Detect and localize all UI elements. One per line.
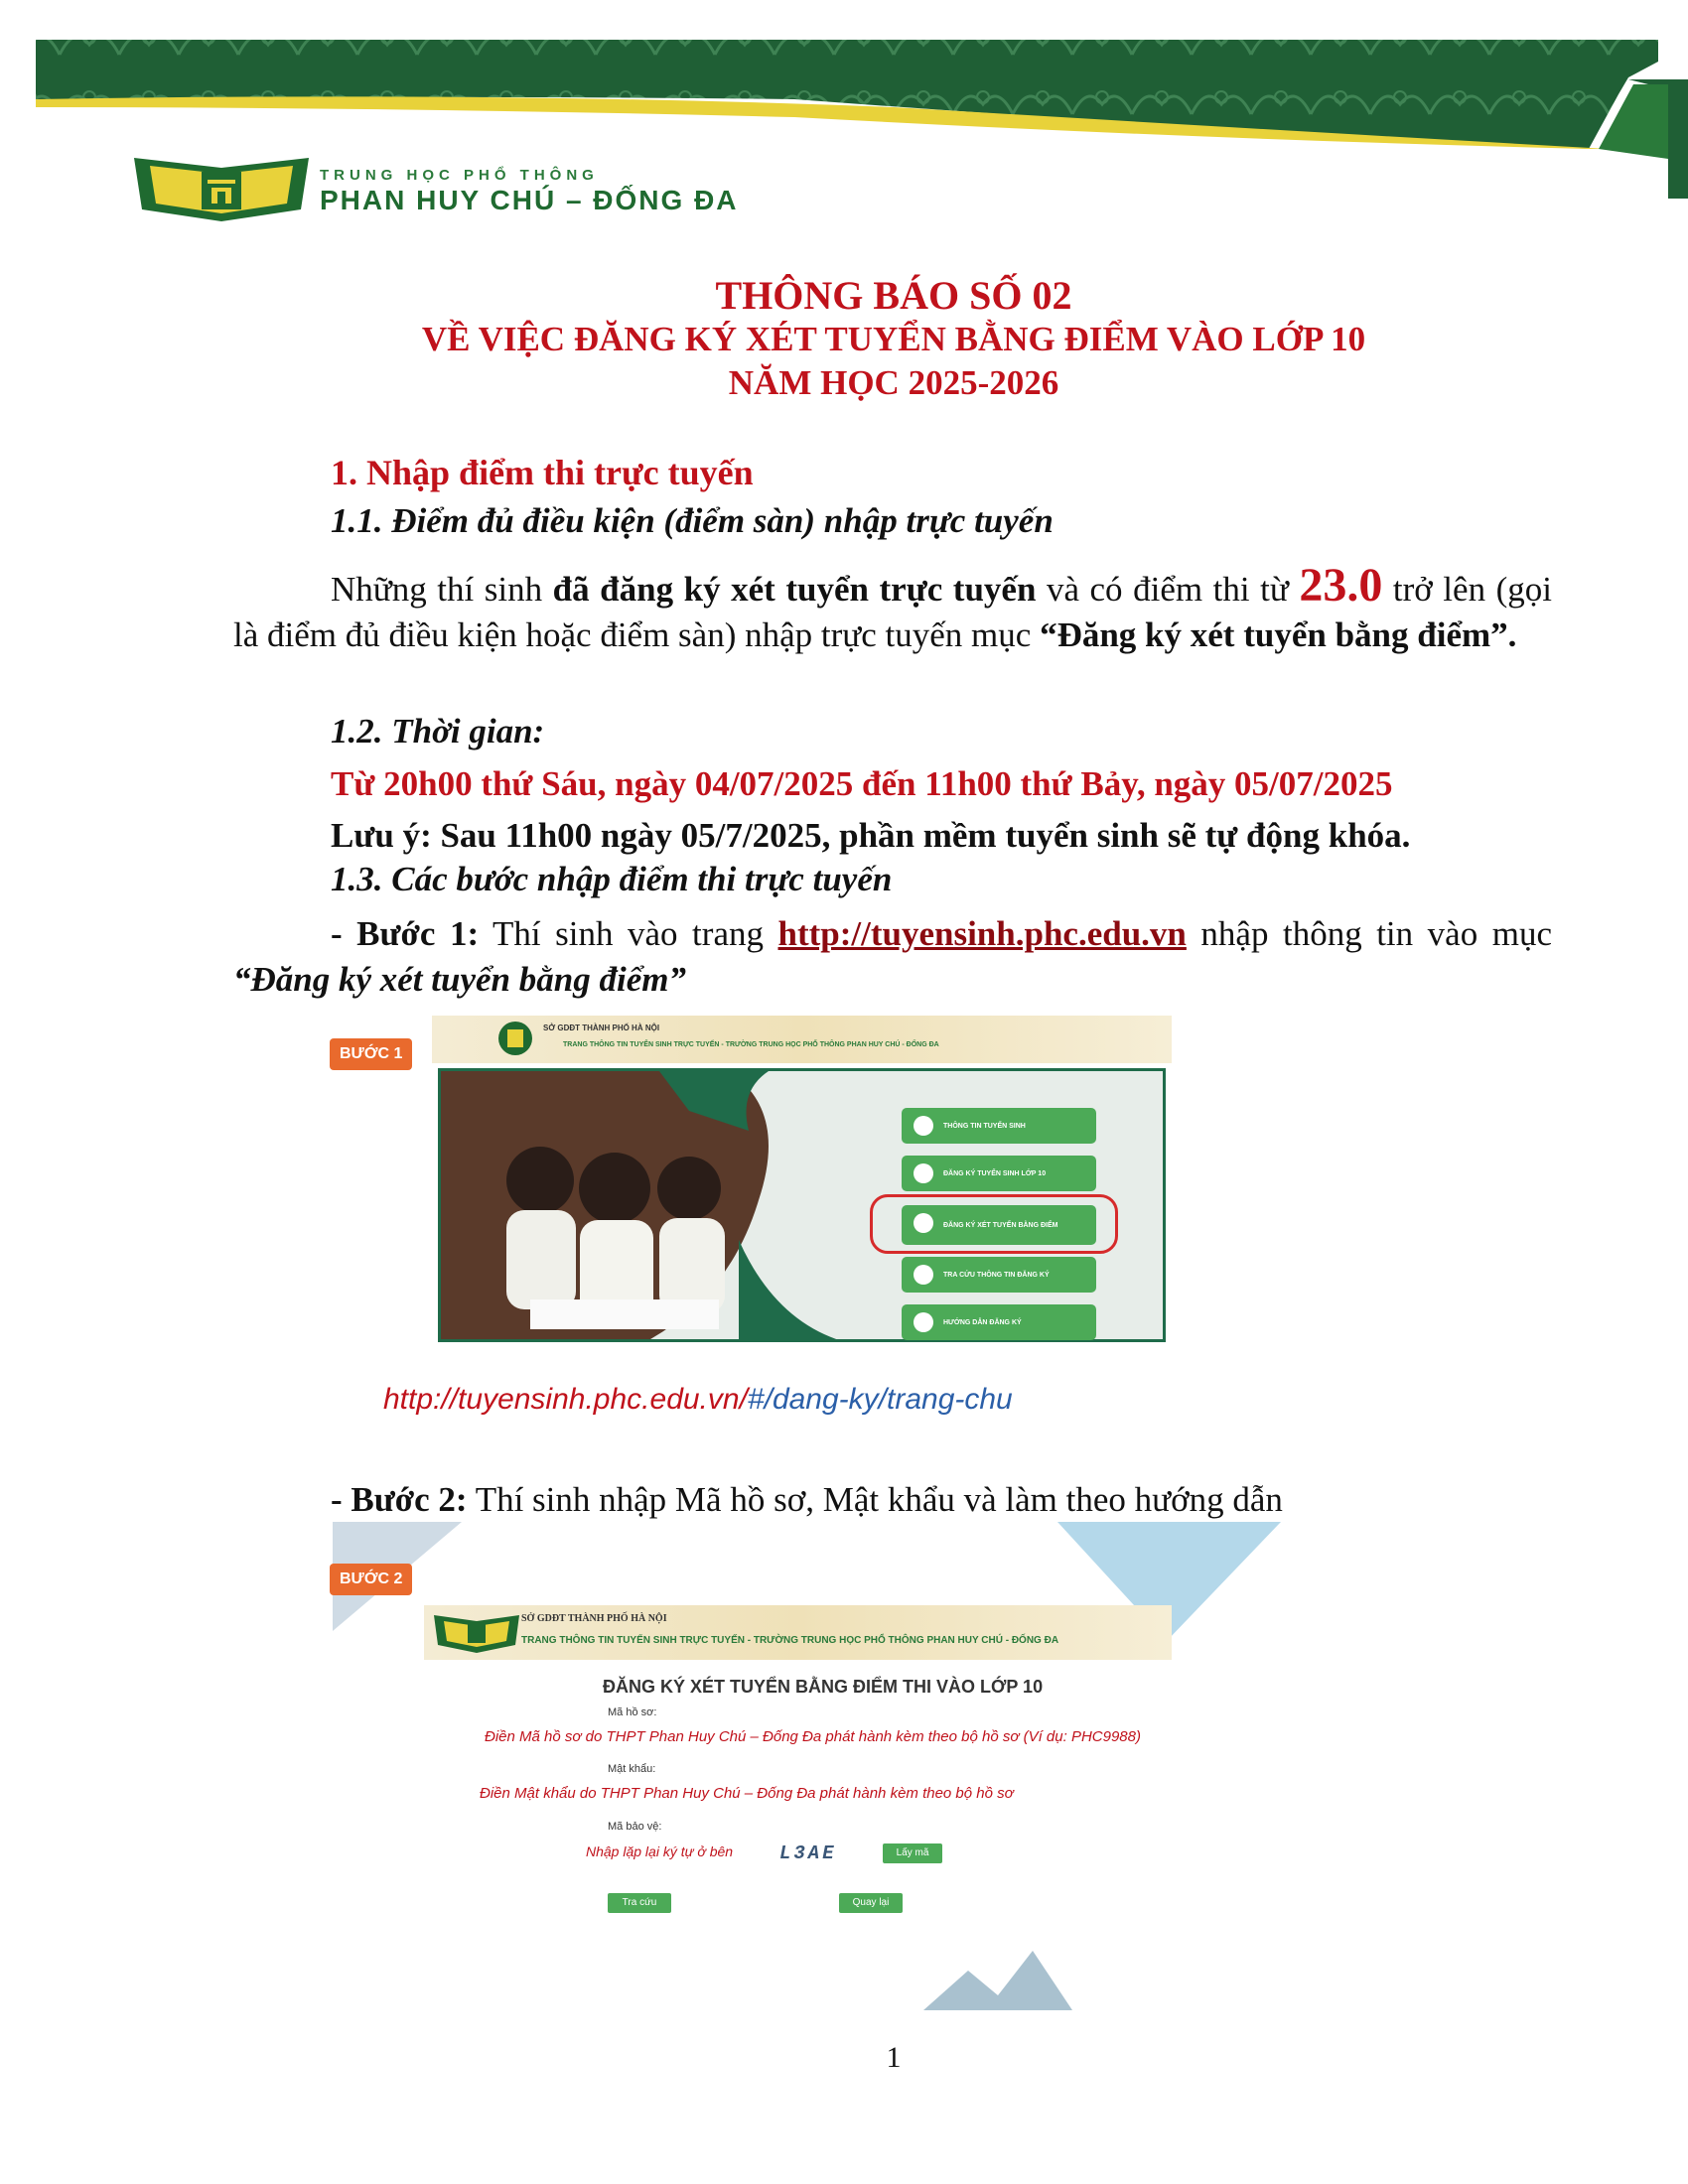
- url-base: http://tuyensinh.phc.edu.vn/: [383, 1383, 748, 1416]
- code-input[interactable]: Điền Mã hồ sơ do THPT Phan Huy Chú – Đống Đa phát hành kèm theo bộ hồ sơ (Ví dụ: PHC9988): [485, 1728, 1141, 1745]
- minimum-score: 23.0: [1299, 559, 1383, 612]
- subsection-1-2-heading: 1.2. Thời gian:: [331, 712, 545, 751]
- para-text: Thí sinh vào trang: [479, 914, 778, 953]
- para-text: Thí sinh nhập Mã hồ sơ, Mật khẩu và làm theo hướng dẫn: [467, 1480, 1283, 1519]
- school-name: PHAN HUY CHÚ – ĐỐNG ĐA: [320, 185, 739, 215]
- para-text: Những thí sinh: [331, 570, 553, 609]
- portal-logo-icon: [432, 1611, 521, 1655]
- captcha-input[interactable]: Nhập lặp lại ký tự ở bên: [586, 1843, 734, 1859]
- back-button[interactable]: Quay lại: [839, 1893, 903, 1913]
- menu-lookup-button[interactable]: [902, 1257, 1096, 1293]
- admission-site-link[interactable]: http://tuyensinh.phc.edu.vn: [777, 914, 1187, 953]
- menu-admission-info-button[interactable]: [902, 1108, 1096, 1144]
- notice-year: NĂM HỌC 2025-2026: [728, 363, 1059, 402]
- code-label: Mã hồ sơ:: [608, 1706, 657, 1718]
- para-text: và có điểm thi từ: [1036, 570, 1300, 609]
- button-label: ĐĂNG KÝ TUYỂN SINH LỚP 10: [943, 1169, 1047, 1177]
- school-type-label: TRUNG HỌC PHỔ THÔNG: [320, 167, 599, 184]
- notice-title: THÔNG BÁO SỐ 02: [715, 273, 1072, 318]
- eligibility-paragraph: [233, 559, 1552, 658]
- step1-badge: BƯỚC 1: [330, 1038, 412, 1070]
- portal-dept: SỞ GDĐT THÀNH PHỐ HÀ NỘI: [543, 1024, 660, 1032]
- lock-note: Lưu ý: Sau 11h00 ngày 05/7/2025, phần mềm tuyển sinh sẽ tự động khóa.: [331, 816, 1411, 855]
- para-emphasis: đã đăng ký xét tuyển trực tuyến: [552, 570, 1037, 609]
- search-icon: [914, 1265, 933, 1285]
- button-label: ĐĂNG KÝ XÉT TUYỂN BẰNG ĐIỂM: [943, 1221, 1058, 1229]
- step1-paragraph: [233, 911, 1552, 1003]
- step2-badge: BƯỚC 2: [330, 1564, 412, 1595]
- captcha-image: L3AE: [779, 1843, 837, 1864]
- lookup-button[interactable]: Tra cứu: [608, 1893, 671, 1913]
- highlight-circle: [870, 1194, 1118, 1254]
- subsection-1-1-heading: 1.1. Điểm đủ điều kiện (điểm sàn) nhập trực tuyến: [331, 501, 1054, 540]
- school-logo-icon: [132, 150, 311, 229]
- para-emphasis: “Đăng ký xét tuyển bằng điểm”.: [1040, 615, 1517, 654]
- menu-guide-button[interactable]: [902, 1304, 1096, 1340]
- subsection-1-3-heading: 1.3. Các bước nhập điểm thi trực tuyến: [331, 860, 893, 898]
- button-label: HƯỚNG DẪN ĐĂNG KÝ: [943, 1318, 1022, 1326]
- time-window: Từ 20h00 thứ Sáu, ngày 04/07/2025 đến 11h00 thứ Bảy, ngày 05/07/2025: [331, 764, 1393, 803]
- info-icon: [914, 1116, 933, 1136]
- decor-triangle-icon: [923, 1941, 1072, 2010]
- page-number: 1: [886, 2041, 902, 2074]
- button-label: TRA CỨU THÔNG TIN ĐĂNG KÝ: [943, 1271, 1050, 1279]
- step2-line: [331, 1480, 1283, 1520]
- form-icon: [914, 1163, 933, 1183]
- portal-title: TRANG THÔNG TIN TUYỂN SINH TRỰC TUYẾN - TRƯỜNG TRUNG HỌC PHỔ THÔNG PHAN HUY CHÚ - ĐỐNG ĐA: [563, 1041, 939, 1048]
- url-path: #/dang-ky/trang-chu: [747, 1383, 1013, 1416]
- portal-title: TRANG THÔNG TIN TUYỂN SINH TRỰC TUYẾN - TRƯỜNG TRUNG HỌC PHỔ THÔNG PHAN HUY CHÚ - ĐỐNG ĐA: [521, 1635, 1059, 1646]
- menu-register-grade10-button[interactable]: [902, 1156, 1096, 1191]
- para-text: trở lên (gọi là điểm đủ điều kiện hoặc điểm sàn) nhập trực tuyến mục: [233, 570, 1552, 654]
- password-label: Mật khẩu:: [608, 1763, 656, 1775]
- portal-header: [432, 1016, 1172, 1063]
- captcha-label: Mã bảo vệ:: [608, 1821, 662, 1833]
- portal-header: [424, 1605, 1172, 1660]
- step1-label: - Bước 1:: [331, 914, 480, 953]
- section-heading: 1. Nhập điểm thi trực tuyến: [331, 453, 754, 492]
- step1-url: [383, 1383, 1013, 1417]
- step1-target: “Đăng ký xét tuyển bằng điểm”: [233, 960, 686, 999]
- get-code-button[interactable]: Lấy mã: [883, 1843, 942, 1863]
- para-text: nhập thông tin vào mục: [1186, 914, 1552, 953]
- button-label: THÔNG TIN TUYỂN SINH: [943, 1122, 1026, 1130]
- form-title: ĐĂNG KÝ XÉT TUYỂN BẰNG ĐIỂM THI VÀO LỚP 10: [603, 1677, 1044, 1697]
- password-input[interactable]: Điền Mật khẩu do THPT Phan Huy Chú – Đống Đa phát hành kèm theo bộ hồ sơ: [480, 1785, 1014, 1802]
- guide-icon: [914, 1312, 933, 1332]
- portal-logo-icon: [497, 1021, 533, 1056]
- notice-subject: VỀ VIỆC ĐĂNG KÝ XÉT TUYỂN BẰNG ĐIỂM VÀO LỚP 10: [421, 320, 1366, 358]
- step2-label: - Bước 2:: [331, 1480, 468, 1519]
- portal-dept: SỞ GDĐT THÀNH PHỐ HÀ NỘI: [521, 1613, 667, 1624]
